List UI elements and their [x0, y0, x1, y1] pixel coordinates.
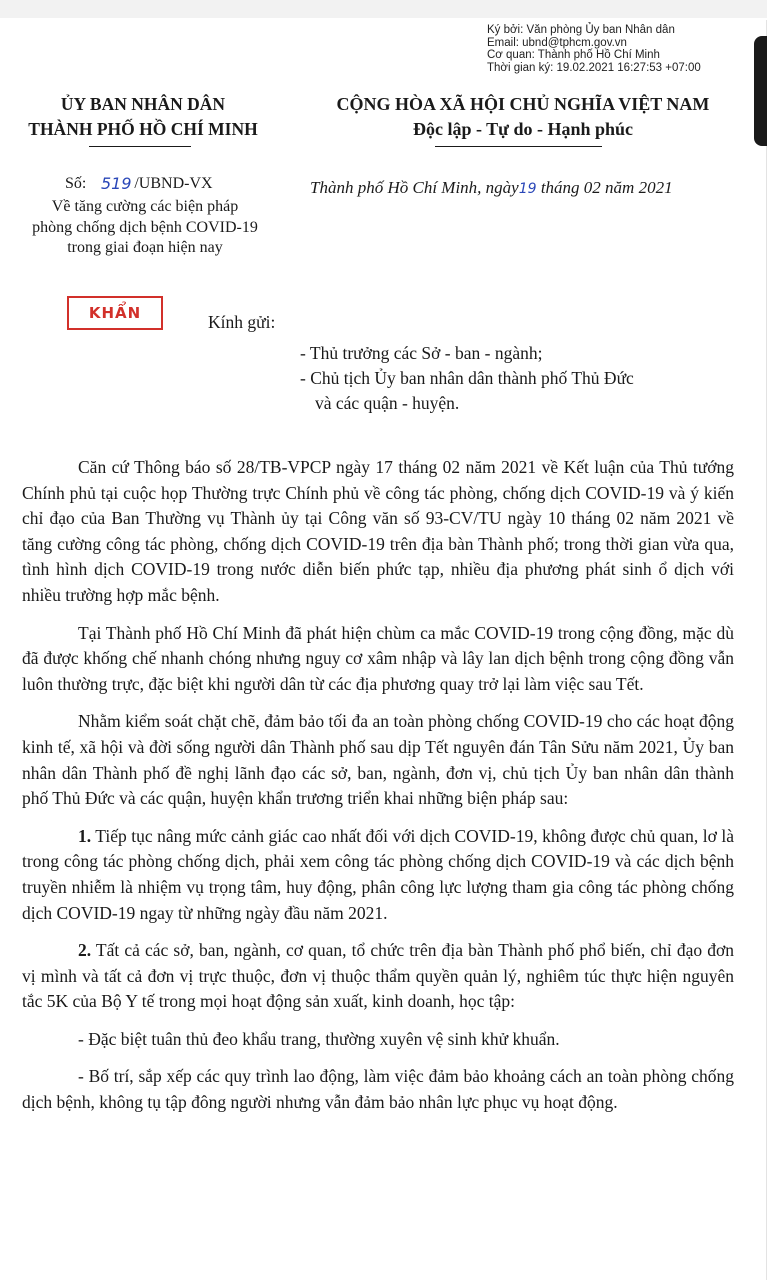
nation-line-1: CỘNG HÒA XÃ HỘI CHỦ NGHĨA VIỆT NAM — [336, 94, 710, 114]
numbered-paragraph — [22, 824, 734, 926]
top-strip — [0, 0, 767, 18]
urgent-stamp: KHẨN — [67, 296, 163, 330]
item-number: 2. — [78, 940, 92, 961]
numbered-paragraph — [22, 938, 734, 1015]
recipient-item: - Thủ trưởng các Sở - ban - ngành; — [300, 343, 543, 363]
doc-number-prefix: Số: — [65, 175, 87, 192]
issuing-organization — [8, 92, 278, 142]
recipient-list — [300, 341, 760, 416]
paragraph: Căn cứ Thông báo số 28/TB-VPCP ngày 17 tháng 02 năm 2021 về Kết luận của Thủ tướng Chính phủ tại cuộc họp Thường trực Chính phủ về công tác phòng, chống dịch COVID-19 và ý kiến chỉ đạo của Ban Thường vụ Thành ủy tại Công văn số 93-CV/TU ngày 10 tháng 02 năm 2021 về tăng cường công tác phòng, chống dịch COVID-19 trên địa bàn Thành phố; trong thời gian vừa qua, tình hình dịch COVID-19 trong nước diễn biến phức tạp, nhiều địa phương phát sinh ổ dịch với nhiều trường hợp mắc bệnh. — [22, 457, 734, 605]
document-number — [8, 173, 308, 194]
digital-signature-block — [487, 24, 701, 74]
date-prefix: Thành phố Hồ Chí Minh, ngày — [310, 178, 519, 197]
signature-signer: Ký bởi: Văn phòng Ủy ban Nhân dân — [487, 24, 675, 36]
org-line-2: THÀNH PHỐ HỒ CHÍ MINH — [28, 119, 258, 139]
signature-email: Email: ubnd@tphcm.gov.vn — [487, 36, 627, 49]
doc-number-handwritten: 519 — [101, 174, 132, 193]
paragraph: Tại Thành phố Hồ Chí Minh đã phát hiện chùm ca mắc COVID-19 trong cộng đồng, mặc dù đã được khống chế nhanh chóng nhưng nguy cơ xâm nhập và lây lan dịch bệnh trong cộng đồng vẫn luôn thường trực, đặc biệt khi người dân từ các địa phương quay trở lại làm việc sau Tết. — [22, 622, 734, 694]
motto-underline — [435, 146, 602, 147]
bullet-paragraph: - Đặc biệt tuân thủ đeo khẩu trang, thường xuyên vệ sinh khử khuẩn. — [78, 1028, 560, 1049]
date-suffix: tháng 02 năm 2021 — [536, 178, 673, 197]
recipient-item-continued: và các quận - huyện. — [315, 393, 460, 413]
subject-line: trong giai đoạn hiện nay — [67, 239, 223, 256]
org-underline — [89, 146, 191, 147]
paragraph: Nhằm kiểm soát chặt chẽ, đảm bảo tối đa an toàn phòng chống COVID-19 cho các hoạt động kinh tế, xã hội và đời sống người dân Thành phố sau dịp Tết nguyên đán Tân Sửu năm 2021, Ủy ban nhân dân Thành phố đề nghị lãnh đạo các sở, ban, ngành, đơn vị, chủ tịch Ủy ban nhân dân thành phố Thủ Đức và các quận, huyện khẩn trương triển khai những biện pháp sau: — [22, 711, 734, 809]
item-text: Tiếp tục nâng mức cảnh giác cao nhất đối với dịch COVID-19, không được chủ quan, lơ là trong công tác phòng chống dịch, phải xem công tác phòng chống dịch COVID-19 và các dịch bệnh truyền nhiễm là nhiệm vụ trọng tâm, huy động, phân công lực lượng tham gia công tác phòng chống dịch COVID-19 ngay từ những ngày đầu năm 2021. — [22, 825, 734, 923]
subject-line: phòng chống dịch bệnh COVID-19 — [32, 218, 258, 236]
item-number: 1. — [78, 825, 92, 846]
org-line-1: ỦY BAN NHÂN DÂN — [60, 94, 226, 114]
subject-line: Về tăng cường các biện pháp — [51, 198, 239, 215]
date-day-handwritten: 19 — [518, 181, 537, 197]
recipient-item: - Chủ tịch Ủy ban nhân dân thành phố Thủ Đức — [300, 368, 634, 388]
greeting: Kính gửi: — [208, 312, 276, 332]
signature-agency: Cơ quan: Thành phố Hồ Chí Minh — [487, 49, 660, 61]
nation-line-2: Độc lập - Tự do - Hạnh phúc — [412, 119, 634, 139]
signature-time: Thời gian ký: 19.02.2021 16:27:53 +07:00 — [487, 61, 701, 74]
national-motto — [288, 92, 758, 142]
document-subject — [10, 197, 280, 259]
doc-number-suffix: /UBND-VX — [134, 175, 213, 192]
document-body — [22, 455, 734, 1128]
item-text: Tất cả các sở, ban, ngành, cơ quan, tổ chức trên địa bàn Thành phố phổ biến, chỉ đạo đơn vị mình và tất cả đơn vị trực thuộc, đơn vị thuộc thẩm quyền quản lý, nghiêm túc thực hiện nguyên tắc 5K của Bộ Y tế trong mọi hoạt động sản xuất, kinh doanh, học tập: — [22, 940, 734, 1012]
bullet-paragraph: - Bố trí, sắp xếp các quy trình lao động, làm việc đảm bảo khoảng cách an toàn phòng chống dịch bệnh, không tụ tập đông người nhưng vẫn đảm bảo nhân lực phục vụ hoạt động. — [22, 1066, 734, 1113]
issue-date — [310, 177, 673, 200]
